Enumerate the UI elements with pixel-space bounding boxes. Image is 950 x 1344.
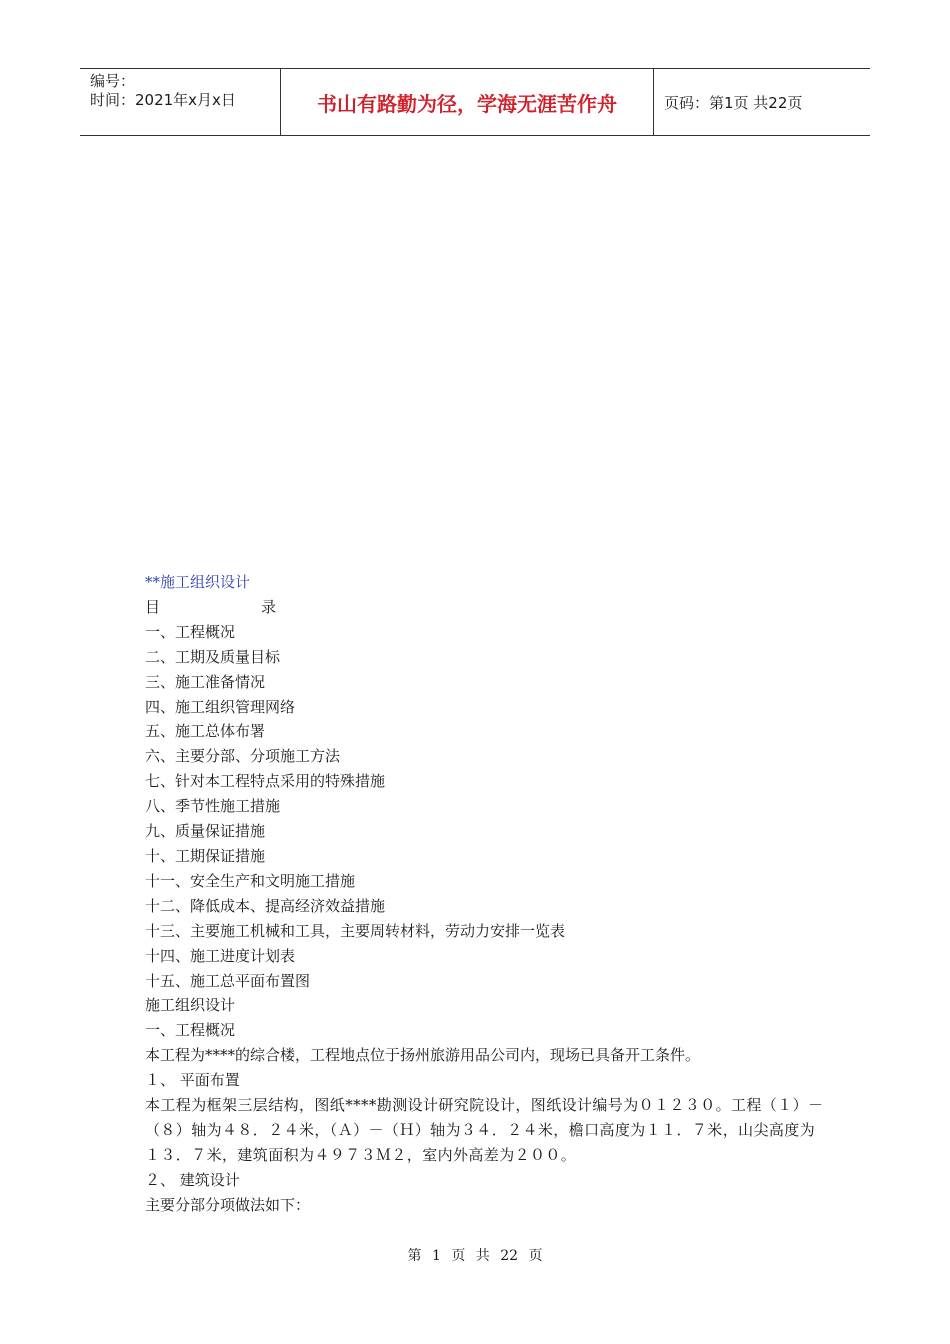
section-title: 施工组织设计 (145, 996, 236, 1015)
layout-paragraph: 本工程为框架三层结构，图纸****勘测设计研究院设计，图纸设计编号为０１２３０。工程（１）－（８）轴为４８．２４米，（Ａ）－（Ｈ）轴为３４．２４米，檐口高度为１１．７米，山尖高度为１３．７米，建筑面积为４９７３Ｍ２，室内外高差为２００。 (145, 1096, 824, 1164)
subheading-architecture: ２、 建筑设计 (145, 1170, 240, 1189)
toc-item: 十二、降低成本、提高经济效益措施 (145, 896, 386, 915)
toc-list (145, 620, 825, 994)
intro-paragraph: 本工程为****的综合楼，工程地点位于扬州旅游用品公司内，现场已具备开工条件。 (145, 1046, 701, 1065)
subheading-layout: １、 平面布置 (145, 1071, 240, 1090)
time-label: 时间：2021年x月x日 (90, 91, 236, 109)
toc-item: 一、工程概况 (145, 622, 236, 641)
toc-item: 十五、施工总平面布置图 (145, 971, 311, 990)
toc-heading-left: 目 (145, 597, 161, 616)
toc-item: 八、季节性施工措施 (145, 797, 281, 816)
toc-item: 二、工期及质量目标 (145, 647, 281, 666)
toc-item: 五、施工总体布署 (145, 722, 266, 741)
page-footer (0, 1245, 950, 1265)
header-motto: 书山有路勤为径，学海无涯苦作舟 (281, 69, 654, 135)
footer-total-pages: 22 (500, 1248, 519, 1264)
toc-item: 七、针对本工程特点采用的特殊措施 (145, 772, 386, 791)
footer-prefix: 第 (407, 1248, 422, 1264)
toc-heading-right: 录 (261, 597, 277, 616)
footer-suffix: 页 (528, 1248, 543, 1264)
toc-item: 四、施工组织管理网络 (145, 697, 296, 716)
header-page-info: 页码：第1页 共22页 (664, 93, 803, 112)
footer-page-word: 页 (451, 1248, 466, 1264)
architecture-paragraph: 主要分部分项做法如下： (145, 1195, 311, 1214)
toc-item: 六、主要分部、分项施工方法 (145, 747, 341, 766)
footer-page-number: 1 (431, 1248, 441, 1264)
toc-item: 三、施工准备情况 (145, 672, 266, 691)
toc-item: 十、工期保证措施 (145, 846, 266, 865)
chapter-heading: 一、工程概况 (145, 1021, 236, 1040)
toc-item: 十三、主要施工机械和工具，主要周转材料，劳动力安排一览表 (145, 921, 566, 940)
toc-item: 九、质量保证措施 (145, 822, 266, 841)
footer-total-word: 共 (475, 1248, 490, 1264)
page-header (80, 68, 870, 136)
toc-item: 十一、安全生产和文明施工措施 (145, 871, 356, 890)
toc-item: 十四、施工进度计划表 (145, 946, 296, 965)
document-body (145, 570, 825, 1218)
header-meta (80, 69, 281, 135)
toc-heading (145, 595, 825, 620)
document-title: **施工组织设计 (145, 573, 251, 591)
number-label: 编号： (90, 72, 136, 90)
